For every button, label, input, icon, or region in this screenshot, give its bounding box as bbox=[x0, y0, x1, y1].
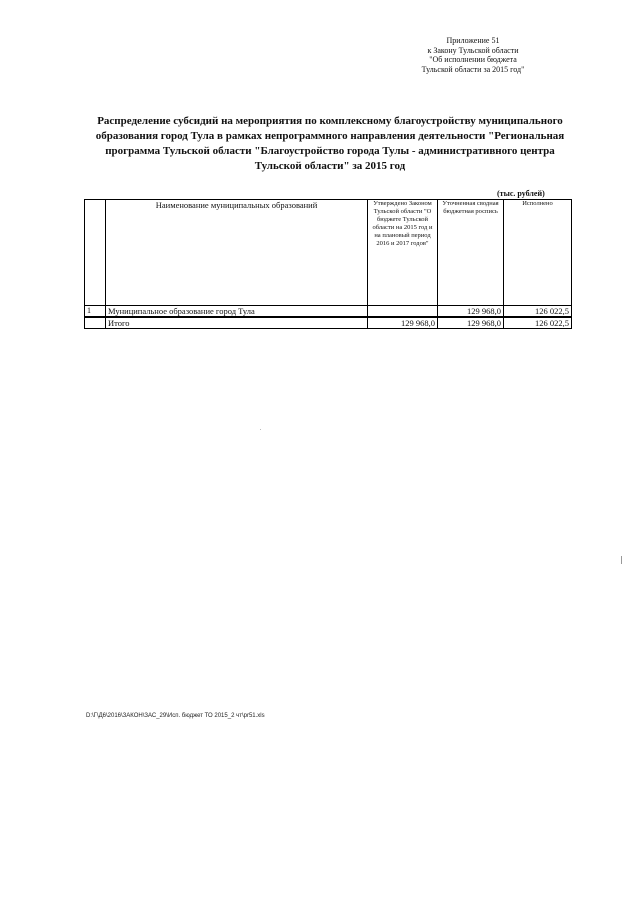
table-header-row bbox=[85, 200, 572, 306]
total-index bbox=[85, 317, 106, 329]
appendix-line-3: "Об исполнении бюджета bbox=[429, 55, 517, 64]
document-title: Распределение субсидий на мероприятия по комплексному благоустройству муниципального образования город Тула в рамках непрограммного направления деятельности "Региональная программа Тульской области "Благоустройство города Тулы - административного центра Тульской области" за 2015 год bbox=[95, 115, 565, 172]
row-index: 1 bbox=[85, 306, 106, 318]
scan-edge-mark bbox=[621, 556, 622, 564]
subsidy-table bbox=[84, 199, 572, 329]
appendix-line-4: Тульской области за 2015 год" bbox=[421, 64, 525, 74]
appendix-line-2: к Закону Тульской области bbox=[427, 45, 519, 55]
row-refined: 129 968,0 bbox=[438, 306, 504, 318]
total-approved: 129 968,0 bbox=[368, 317, 438, 329]
table-row bbox=[85, 306, 572, 318]
header-approved: Утверждено Законом Тульской области "О бюджете Тульской области на 2015 год и на плановый период 2016 и 2017 годов" bbox=[368, 200, 438, 306]
header-name: Наименование муниципальных образований bbox=[106, 200, 368, 306]
header-refined: Уточненная сводная бюджетная роспись bbox=[438, 200, 504, 306]
row-name: Муниципальное образование город Тула bbox=[106, 306, 368, 318]
header-index bbox=[85, 200, 106, 306]
table-total-row bbox=[85, 317, 572, 329]
total-refined: 129 968,0 bbox=[438, 317, 504, 329]
units-label: (тыс. рублей) bbox=[497, 189, 545, 198]
scan-speck bbox=[260, 429, 261, 430]
file-path-footer: D:\Г\Д6\2016\ЗАКОН\ЗАС_29\Исп. бюджет ТО 2015_2 чт\pr51.xls bbox=[86, 713, 265, 719]
total-label: Итого bbox=[106, 317, 368, 329]
appendix-block bbox=[398, 36, 548, 74]
total-executed: 126 022,5 bbox=[504, 317, 572, 329]
row-approved bbox=[368, 306, 438, 318]
row-executed: 126 022,5 bbox=[504, 306, 572, 318]
header-executed: Исполнено bbox=[504, 200, 572, 306]
appendix-line-1: Приложение 51 bbox=[446, 36, 500, 45]
